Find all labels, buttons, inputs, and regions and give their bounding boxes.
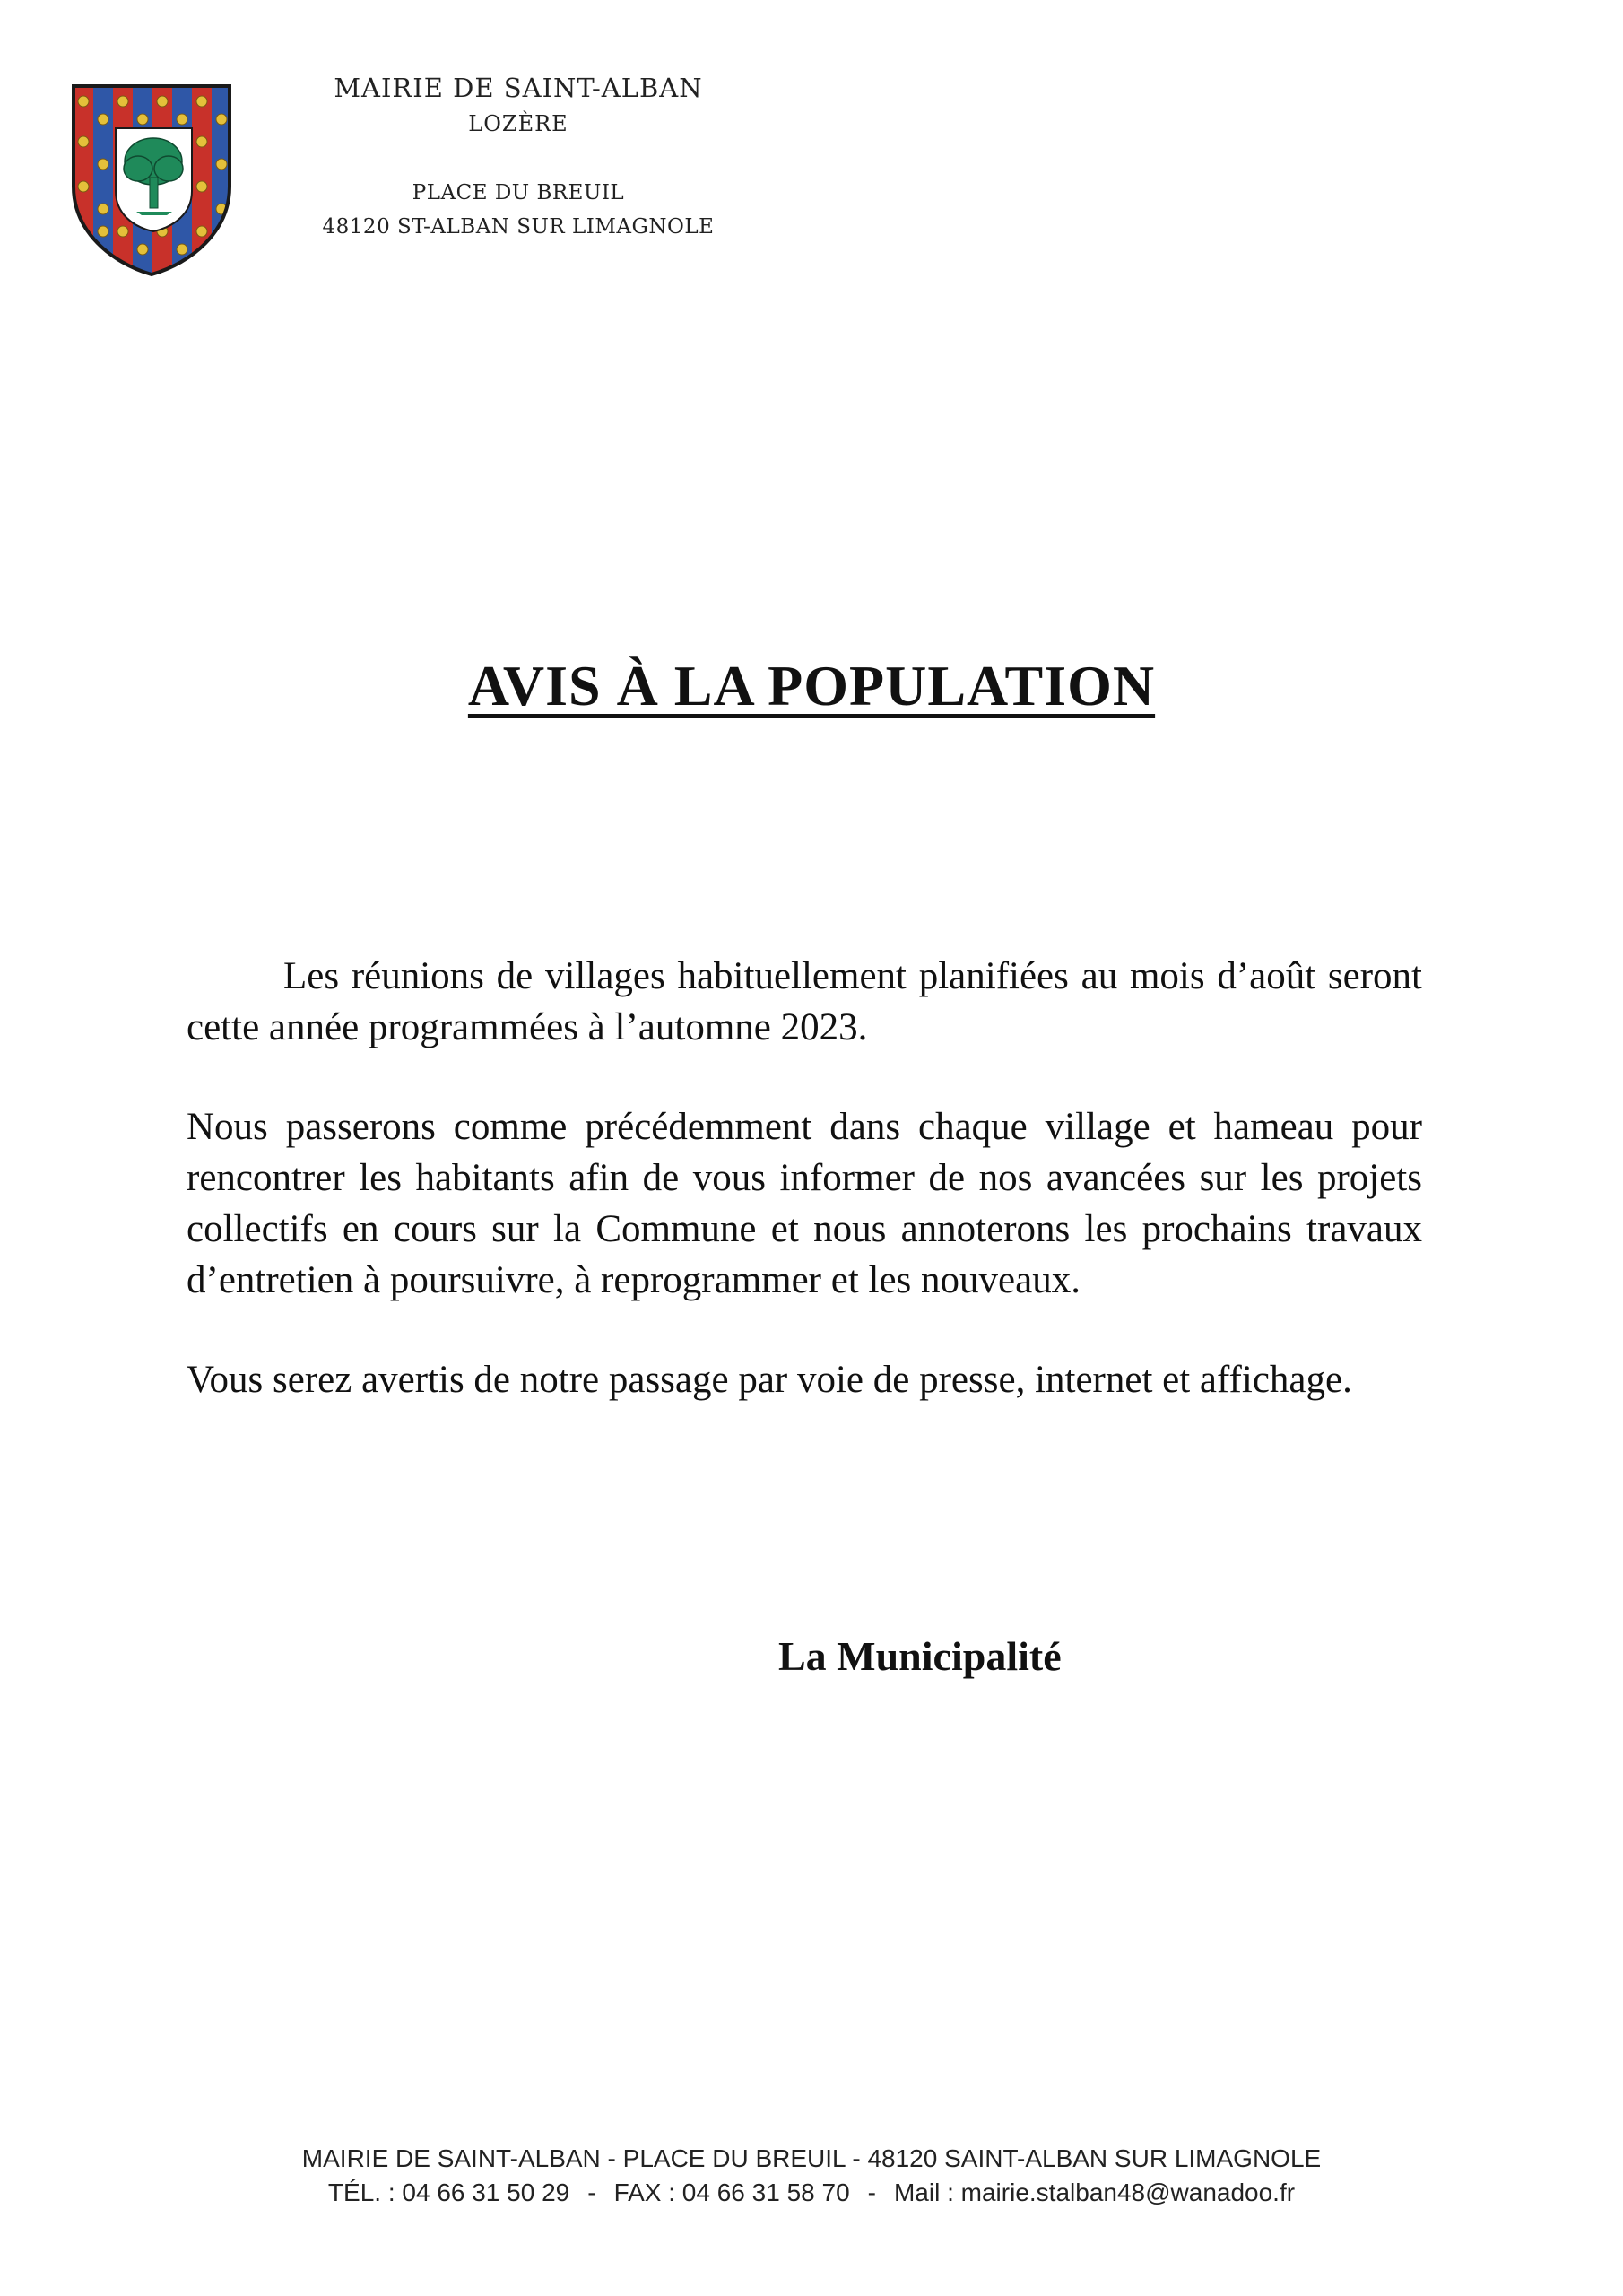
title-text: AVIS À LA POPULATION [467, 654, 1156, 718]
letterhead-address-city: 48120 ST-ALBAN SUR LIMAGNOLE [322, 215, 715, 239]
footer-email: Mail : mairie.stalban48@wanadoo.fr [893, 2179, 1296, 2206]
letterhead-address-street: PLACE DU BREUIL [412, 181, 625, 204]
notice-paragraph-1: Les réunions de villages habituellement planifiées au mois d’août seront cette année programmées à l’automne 2023. [187, 955, 1422, 1048]
footer-address: MAIRIE DE SAINT-ALBAN - PLACE DU BREUIL - 48120 SAINT-ALBAN SUR LIMAGNOLE [301, 2144, 1322, 2172]
footer-separator: - [867, 2179, 876, 2206]
page-title [0, 653, 1623, 719]
notice-paragraph-2: Nous passerons comme précédemment dans chaque village et hameau pour rencontrer les habitants afin de vous informer de nos avancées sur les projets collectifs en cours sur la Commune et nous annoterons les prochains travaux d’entretien à poursuivre, à reprogrammer et les nouveaux. [187, 1106, 1422, 1301]
letterhead [285, 70, 751, 244]
coat-of-arms-icon [66, 79, 237, 281]
footer-separator: - [587, 2179, 596, 2206]
letterhead-department: LOZÈRE [468, 111, 568, 136]
footer-contacts [0, 2176, 1623, 2210]
footer-phone: TÉL. : 04 66 31 50 29 [327, 2179, 570, 2206]
letterhead-mairie: MAIRIE DE SAINT-ALBAN [334, 73, 703, 103]
footer [0, 2142, 1623, 2210]
footer-fax: FAX : 04 66 31 58 70 [613, 2179, 850, 2206]
signature: La Municipalité [778, 1633, 1062, 1679]
notice-paragraph-3: Vous serez avertis de notre passage par voie de presse, internet et affichage. [187, 1359, 1352, 1401]
notice-body [187, 951, 1422, 1454]
